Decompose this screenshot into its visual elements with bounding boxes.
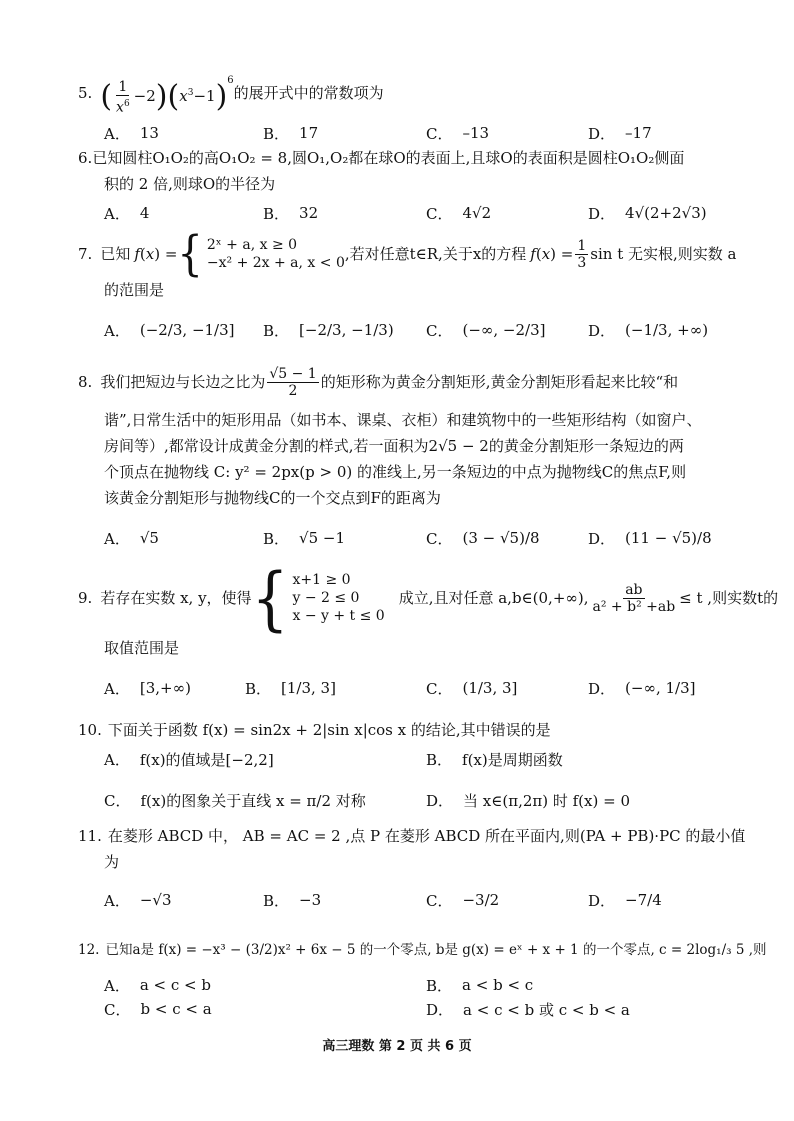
constraint-system: { x+1 ≥ 0 y − 2 ≤ 0 x − y + t ≤ 0 — [251, 557, 385, 639]
option-d[interactable]: D． –17 — [588, 124, 652, 143]
option-c[interactable]: C． (1/3, 3] — [426, 679, 518, 698]
piecewise-function: { 2ˣ + a, x ≥ 0 −x² + 2x + a, x < 0 — [177, 226, 345, 282]
question-text: 已知圆柱O₁O₂的高O₁O₂ = 8,圆O₁,O₂都在球O的表面上,且球O的表面积是圆柱O₁O₂侧面 — [92, 149, 685, 167]
option-b[interactable]: B． 17 — [263, 124, 319, 143]
question-text-line2: 取值范围是 — [104, 639, 180, 657]
option-a[interactable]: A． √5 — [104, 529, 159, 548]
question-text: 下面关于函数 f(x) = sin2x + 2|sin x|cos x 的结论,其中错误的是 — [107, 721, 551, 739]
option-a[interactable]: A． (−2/3, −1/3] — [104, 321, 235, 340]
question-text: 在菱形 ABCD 中， AB = AC = 2 ,点 P 在菱形 ABCD 所在平面内,则(PA + PB)·PC 的最小值 — [107, 827, 746, 845]
question-number: 9. — [78, 589, 93, 607]
question-text-line2: 谐”,日常生活中的矩形用品（如书本、课桌、衣柜）和建筑物中的一些矩形结构（如窗户、 — [104, 411, 702, 429]
question-number: 7. — [78, 245, 93, 263]
golden-ratio-fraction: $\frac{√5 - 1}{2}$ — [269, 365, 317, 399]
question-text: 我们把短边与长边之比为 — [100, 373, 266, 391]
option-c[interactable]: C． f(x)的图象关于直线 x = π/2 对称 — [104, 791, 366, 810]
question-text-post: 成立,且对任意 a,b∈(0,+∞), — [398, 589, 589, 607]
option-b[interactable]: B． a < b < c — [426, 976, 534, 995]
q5-options — [0, 120, 794, 146]
q7-options — [0, 308, 794, 352]
q9-options — [0, 666, 794, 710]
exam-page: 5. ( $\frac{1}{x^6}$ $-2)(x^3-1)^6$ 的展开式中的常数项为 A． 13 B． 17 C． –13 D． –17 6.已知圆柱O₁O₂的高O₁O₂ = 8,圆O₁,O₂都在球O的表面上,且球O的表面积是圆柱O₁O₂侧面 积的 2 倍,则球O的半径为 A． 4 B． 32 C． 4√2 D． 4√(2+2√3) 7. 已知 f(x) = { 2ˣ + a, x ≥ 0 −x² + 2x + a, x < 0 ,若对任意t∈R,关于x的方程 f(x) = $\frac{1}{3}$ sin t 无实根,则实数 a 的范围是 A． (−2/3, −1/3] B． [−2/3, −1/3) C． (−∞, −2/3] D． (−1/3, +∞) 8. 我们把短边与长边之比为 $\frac{√5 - 1}{2}$ 的矩形称为黄金分割矩形,黄金分割矩形看起来比较“和 谐”,日常生活中的矩形用品（如书本、课桌、衣柜）和建筑物中的一些矩形结构（如窗户、 房间等）,都常设计成黄金分割的样式,若一面积为2√5 − 2的黄金分割矩形一条短边的两 个顶点在抛物线 C: y² = 2px(p > 0) 的准线上,另一条短边的中点为抛物线C的焦点F,则 该黄金分割矩形与抛物线C的一个交点到F的距离为 A． √5 B． √5 −1 C． (3 − √5)/8 D． (11 − √5)/8 9. 若存在实数 x, y，使得 { x+1 ≥ 0 y − 2 ≤ 0 x − y + t ≤ 0 成立,且对任意 a,b∈(0,+∞), $\frac{ab}{\text{a² + b² +ab}}$ ≤ t ,则实数t的 取值范围是 A． [3,+∞) B． [1/3, 3] C． (1/3, 3] D． (−∞, 1/3] 10. 下面关于函数 f(x) = sin2x + 2|sin x|cos x 的结论,其中错误的是 A． f(x)的值域是[−2,2] B． f(x)是周期函数 C． f(x)的图象关于直线 x = π/2 对称 D． 当 x∈(π,2π) 时 f(x) = 0 11. 在菱形 ABCD 中， AB = AC = 2 ,点 P 在菱形 ABCD 所在平面内,则(PA + PB)·PC 的最小值 为 A． −√3 B． −3 C． −3/2 D． −7/4 12. 已知a是 f(x) = −x³ − (3/2)x² + 6x − 5 的一个零点, b是 g(x) = eˣ + x + 1 的一个零点, c = 2log₁/₃ 5 ,则 A． a < c < b B． a < b < c C． b < c < a D． a < c < b 或 c < b < a 高三理数 第 2 页 共 6 页 — [0, 0, 794, 1121]
question-number: 5. — [78, 84, 93, 102]
q10-options-row1 — [0, 746, 794, 772]
question-text-line2: 为 — [104, 853, 120, 871]
option-d[interactable]: D． 4√(2+2√3) — [588, 204, 707, 223]
question-text-line2: 积的 2 倍,则球O的半径为 — [104, 175, 276, 193]
question-text: 已知a是 f(x) = −x³ − (3/2)x² + 6x − 5 的一个零点, b是 g(x) = eˣ + x + 1 的一个零点, c = 2log₁/₃ 5 ,则 — [105, 942, 767, 958]
page-footer: 高三理数 第 2 页 共 6 页 — [322, 1039, 472, 1054]
question-text-line3: 房间等）,都常设计成黄金分割的样式,若一面积为2√5 − 2的黄金分割矩形一条短边的两 — [104, 437, 684, 455]
option-d[interactable]: D． (−1/3, +∞) — [588, 321, 709, 340]
option-a[interactable]: A． 13 — [104, 124, 159, 143]
question-text-line4: 个顶点在抛物线 C: y² = 2px(p > 0) 的准线上,另一条短边的中点为抛物线C的焦点F,则 — [104, 463, 687, 481]
question-text-mid: ,若对任意t∈R,关于x的方程 — [344, 245, 527, 263]
question-text: 的展开式中的常数项为 — [233, 84, 384, 102]
option-a[interactable]: A． 4 — [104, 204, 150, 223]
option-a[interactable]: A． −√3 — [104, 891, 172, 910]
question-number: 12. — [78, 942, 100, 958]
question-number: 6. — [78, 149, 93, 167]
question-number: 11. — [78, 827, 102, 845]
q5-expression: ( $\frac{1}{x^6}$ $-2)(x^3-1)^6$ — [100, 74, 234, 116]
option-a[interactable]: A． f(x)的值域是[−2,2] — [104, 750, 274, 769]
question-text-line5: 该黄金分割矩形与抛物线C的一个交点到F的距离为 — [104, 489, 441, 507]
option-b[interactable]: B． f(x)是周期函数 — [426, 750, 563, 769]
question-text-end: ≤ t ,则实数t的 — [679, 589, 779, 607]
option-c[interactable]: C． (3 − √5)/8 — [426, 529, 540, 548]
option-d[interactable]: D． a < c < b 或 c < b < a — [426, 1000, 630, 1019]
option-b[interactable]: B． [1/3, 3] — [245, 679, 336, 698]
q12-options-row2 — [0, 996, 794, 1022]
question-number: 8. — [78, 373, 93, 391]
q12-options-row1 — [0, 972, 794, 998]
question-text-post: 的矩形称为黄金分割矩形,黄金分割矩形看起来比较“和 — [320, 373, 679, 391]
option-a[interactable]: A． a < c < b — [104, 976, 211, 995]
option-d[interactable]: D． (11 − √5)/8 — [588, 529, 712, 548]
option-c[interactable]: C． b < c < a — [104, 1000, 212, 1019]
option-d[interactable]: D． 当 x∈(π,2π) 时 f(x) = 0 — [426, 791, 630, 810]
question-text: 已知 — [100, 245, 131, 263]
option-c[interactable]: C． 4√2 — [426, 204, 492, 223]
option-c[interactable]: C． −3/2 — [426, 891, 500, 910]
q8-options — [0, 516, 794, 560]
option-b[interactable]: B． −3 — [263, 891, 322, 910]
option-c[interactable]: C． (−∞, −2/3] — [426, 321, 546, 340]
option-a[interactable]: A． [3,+∞) — [104, 679, 191, 698]
question-text-end: sin t 无实根,则实数 a — [590, 245, 737, 263]
option-b[interactable]: B． [−2/3, −1/3) — [263, 321, 394, 340]
q11-options — [0, 878, 794, 922]
question-number: 10. — [78, 721, 102, 739]
option-b[interactable]: B． √5 −1 — [263, 529, 346, 548]
ab-fraction: $\frac{ab}{\text{a² + b² +ab}}$ — [592, 581, 676, 615]
option-d[interactable]: D． (−∞, 1/3] — [588, 679, 696, 698]
q6-options — [0, 200, 794, 226]
question-text: 若存在实数 x, y，使得 — [100, 589, 252, 607]
option-d[interactable]: D． −7/4 — [588, 891, 662, 910]
option-b[interactable]: B． 32 — [263, 204, 319, 223]
option-c[interactable]: C． –13 — [426, 124, 490, 143]
q10-options-row2 — [0, 778, 794, 822]
question-text-line2: 的范围是 — [104, 281, 165, 299]
